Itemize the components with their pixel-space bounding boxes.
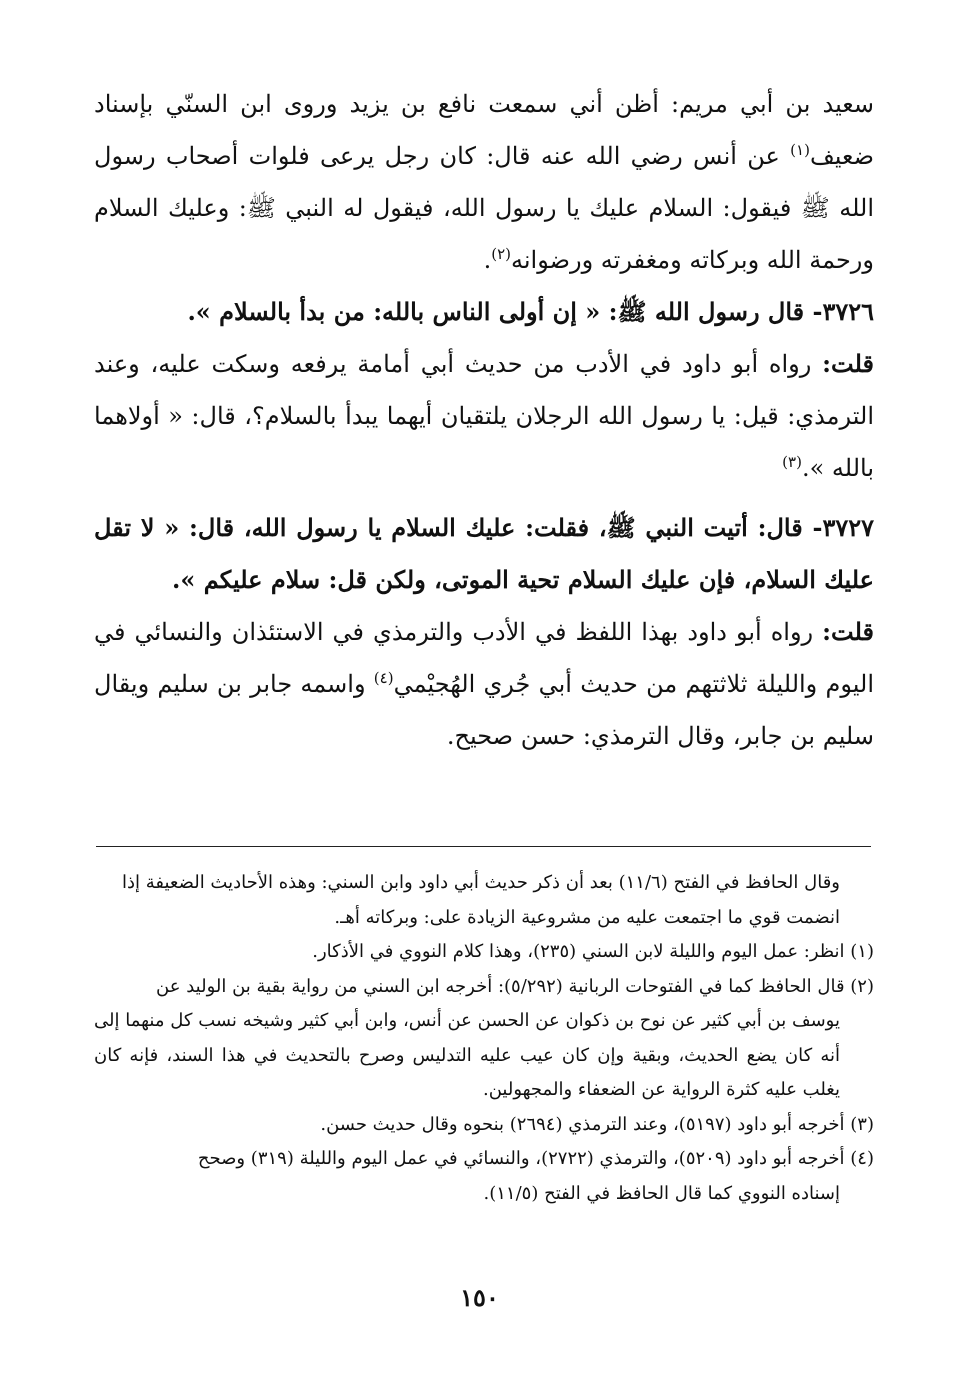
- comment-3727: [94, 606, 874, 762]
- comment-label: قلت:: [822, 617, 874, 646]
- main-text: [94, 78, 874, 762]
- hadith-3726: ٣٧٢٦- قال رسول الله ﷺ: « إن أولى الناس بالله: من بدأ بالسلام ».: [187, 297, 874, 326]
- footnote-3: (٣) أخرجه أبو داود (٥١٩٧)، وعند الترمذي (٢٦٩٤) بنحوه وقال حديث حسن.: [320, 1113, 874, 1135]
- page-number: ١٥٠: [460, 1283, 499, 1312]
- footnotes: [94, 866, 874, 1211]
- spacer: [94, 494, 874, 502]
- comment-3726-text: رواه أبو داود في الأدب من حديث أبي أمامة يرفعه وسكت عليه، وعند الترمذي: قيل: يا رسول الله الرجلان يلتقيان أيهما يبدأ بالسلام؟، قال: « أولاهما بالله ».: [94, 350, 874, 482]
- footnote-4-line2: إسناده النووي كما قال الحافظ في الفتح (١١/٥).: [483, 1182, 840, 1204]
- footnote-divider: [96, 846, 871, 847]
- footnote-ref-1[interactable]: (١): [790, 141, 810, 159]
- footnote-2-line1: (٢) قال الحافظ كما في الفتوحات الربانية (٥/٢٩٢): أخرجه ابن السني من رواية بقية بن الوليد عن: [156, 975, 874, 997]
- footnote-ref-4[interactable]: (٤): [373, 669, 394, 687]
- footnote-2-rest: يوسف بن أبي كثير عن نوح بن ذكوان عن الحسن عن أنس، وابن أبي كثير وشيخه نسب كل منهما إلى أنه كان يضع الحديث، وبقية وإن كان عيب عليه التدليس وصرح بالتحديث في هذا السند، فإنه كان يغلب عليه كثرة الرواية عن الضعفاء والمجهولين.: [94, 1010, 840, 1100]
- footnote-4-line1: (٤) أخرجه أبو داود (٥٢٠٩)، والترمذي (٢٧٢٢)، والنسائي في عمل اليوم والليلة (٣١٩) وصحح: [197, 1148, 874, 1169]
- footnote-ref-2[interactable]: (٢): [491, 245, 511, 263]
- footnote-ref-3[interactable]: (٣): [782, 453, 802, 471]
- comment-label: قلت:: [822, 349, 874, 378]
- footnote-carryover-line2: انضمت قوي ما اجتمعت عليه من مشروعية الزيادة على: وبركاته أهـ.: [334, 906, 840, 928]
- para1-line1: سعيد بن أبي مريم: أظن أني سمعت نافع بن يزيد وروى ابن السنّي بإسناد ضعيف: [94, 90, 874, 170]
- footnote-carryover-line1: وقال الحافظ في الفتح (١١/٦) بعد أن ذكر حديث أبي داود وابن السني: وهذه الأحاديث الضعيفة إذا: [121, 872, 840, 893]
- comment-3726: [94, 338, 874, 494]
- comment-3727-text-after: واسمه جابر بن سليم ويقال سليم بن جابر، وقال الترمذي: حسن صحيح.: [94, 670, 874, 750]
- hadith-3727: ٣٧٢٧- قال: أتيت النبي ﷺ، فقلت: عليك السلام يا رسول الله، قال: « لا تقل عليك السلام، فإن عليك السلام تحية الموتى، ولكن قل: سلام عليكم ».: [94, 513, 874, 594]
- para1-body: عن أنس رضي الله عنه قال: كان رجل يرعى فلوات أصحاب رسول الله ﷺ فيقول: السلام عليك يا رسول الله، فيقول له النبي ﷺ: وعليك السلام ورحمة الله وبركاته ومغفرته ورضوانه: [94, 142, 875, 274]
- paragraph-continuation: سعيد بن أبي مريم: أظن أني سمعت نافع بن يزيد وروى ابن السنّي بإسناد ضعيف$^{(١)}$ عن أنس رضي الله عنه قال: كان رجل يرعى فلوات أصحاب رسول الله ﷺ فيقول: السلام عليك يا رسول الله، فيقول له النبي ﷺ: وعليك السلام ورحمة الله وبركاته ومغفرته ورضوانه$^{(٢)}$.: [94, 90, 875, 274]
- footnote-1: (١) انظر: عمل اليوم والليلة لابن السني (٢٣٥)، وهذا كلام النووي في الأذكار.: [312, 941, 874, 962]
- comment-3727-text-before: رواه أبو داود بهذا اللفظ في الأدب والترمذي في الاستئذان والنسائي في اليوم والليلة ثلاثتهم من حديث أبي جُري الهُجيْمي: [94, 618, 874, 698]
